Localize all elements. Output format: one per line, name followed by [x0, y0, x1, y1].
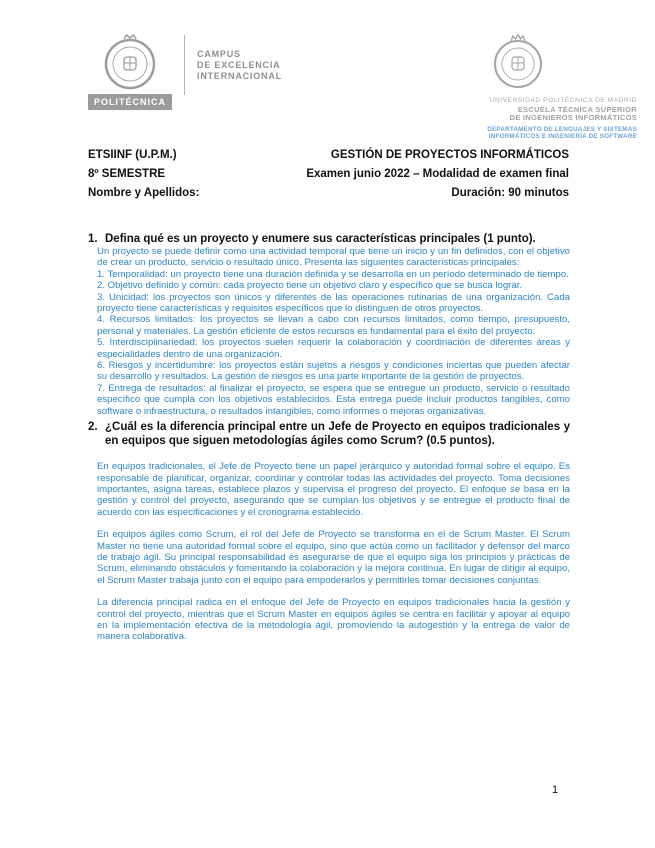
name-field-label: Nombre y Apellidos: — [88, 187, 200, 199]
answer-paragraph: La diferencia principal radica en el enfoque del Jefe de Proyecto en equipos tradicionales hacia la gestión y control del proyecto, mientras que el Scrum Master en equipos ágiles se centra en facilitar y apoyar al equipo en la implementación efectiva de la metodología ágil, promoviendo la autogestión y la entrega de valor de manera colaborativa. — [97, 597, 570, 643]
upm-crest-icon — [103, 33, 157, 91]
answer-paragraph: En equipos ágiles como Scrum, el rol del Jefe de Proyecto se transforma en el de Scrum Master. El Scrum Master no tiene una autoridad formal sobre el equipo, sino que actúa como un facilitador y defensor del marco de trabajo ágil. Su principal responsabilidad es asegurarse de que el equipo siga los principios y prácticas de Scrum, eliminando obstáculos y fomentando la colaboración y la mejora continua. En lugar de dirigir al equipo, el Scrum Master trabaja junto con el equipo para empoderarlos y permitirles tomar decisiones conjuntas. — [97, 529, 570, 586]
answer-paragraph: Un proyecto se puede definir como una actividad temporal que tiene un inicio y un fin definidos, con el objetivo de crear un producto, servicio o resultado único. Presenta las siguientes características principales: — [97, 246, 570, 269]
question-2-title — [88, 420, 570, 448]
duration-label: Duración: 90 minutos — [451, 187, 569, 199]
question-2-number: 2. — [88, 421, 98, 434]
question-1-title — [88, 232, 570, 246]
department-name-line: DEPARTAMENTO DE LENGUAJES Y SISTEMAS — [487, 125, 637, 133]
question-2-text: ¿Cuál es la diferencia principal entre un Jefe de Proyecto en equipos tradicionales y en equipos que siguen metodologías ágiles como Scrum? (0.5 puntos). — [105, 421, 570, 448]
upm-politecnica-logo — [88, 33, 282, 110]
campus-text-line: CAMPUS — [197, 49, 241, 59]
school-name-line: UNIVERSIDAD POLITÉCNICA DE MADRID — [489, 97, 637, 104]
department-name-text — [487, 126, 637, 141]
campus-text-line: INTERNACIONAL — [197, 71, 282, 81]
answer-paragraph: 5. Interdisciplinariedad: los proyectos suelen requerir la colaboración y coordinación de diferentes áreas y especialidades dentro de una organización. — [97, 337, 570, 360]
campus-text-line: DE EXCELENCIA — [197, 60, 281, 70]
answer-paragraph: 7. Entrega de resultados: al finalizar el proyecto, se espera que se entregue un producto, servicio o resultado específico que cumpla con los objetivos establecidos. Esta entrega puede incluir productos tangibles, como software o infraestructura, o resultados intangibles, como informes o mejoras organizativas. — [97, 382, 570, 417]
answer-paragraph: En equipos tradicionales, el Jefe de Proyecto tiene un papel jerárquico y autoridad formal sobre el equipo. Es responsable de planificar, organizar, coordinar y controlar todas las actividades del proyecto. Toma decisiones importantes, asigna tareas, establece plazos y supervisa el progreso del proyecto. El enfoque se basa en la gestión y control del proyecto, asegurando que se cumplan los objetivos y se entregue el producto final de acuerdo con las especificaciones y el cronograma establecido. — [97, 461, 570, 518]
exam-session-label: Examen junio 2022 – Modalidad de examen final — [306, 168, 569, 180]
school-name-text — [490, 97, 637, 123]
answer-paragraph: 1. Temporalidad: un proyecto tiene una duración definida y se desarrolla en un período determinado de tiempo. — [97, 268, 569, 280]
course-title: GESTIÓN DE PROYECTOS INFORMÁTICOS — [330, 149, 569, 161]
header-row — [88, 184, 569, 203]
answer-paragraph: 2. Objetivo definido y común: cada proyecto tiene un objetivo claro y específico que se busca lograr. — [97, 280, 523, 292]
school-name-line: DE INGENIEROS INFORMÁTICOS — [509, 113, 637, 122]
school-code: ETSIINF (U.P.M.) — [88, 149, 177, 161]
upm-crowned-crest-icon — [490, 33, 546, 89]
exam-body — [88, 232, 570, 643]
header-row — [88, 165, 569, 184]
answer-paragraph: 3. Unicidad: los proyectos son únicos y diferentes de las operaciones rutinarias de una organización. Cada proyecto tiene características y requisitos específicos que lo distinguen de otros proyectos. — [97, 291, 570, 315]
exam-header — [88, 146, 569, 203]
campus-excellence-text — [197, 49, 282, 82]
etsiinf-logo — [427, 33, 637, 141]
question-1-number: 1. — [88, 233, 98, 245]
question-1-answer — [97, 246, 570, 417]
politecnica-wordmark: POLITÉCNICA — [88, 94, 172, 110]
school-name-line: ESCUELA TÉCNICA SUPERIOR — [517, 104, 637, 114]
logo-divider — [184, 35, 185, 95]
header-row — [88, 146, 569, 165]
question-2-answer — [97, 461, 570, 643]
answer-paragraph: 4. Recursos limitados: los proyectos se llevan a cabo con recursos limitados, como tiempo, presupuesto, personal y materiales. La gestión eficiente de estos recursos es fundamental para el éxito del proyecto. — [97, 314, 570, 337]
politecnica-crest-block — [88, 33, 172, 110]
answer-paragraph: 6. Riesgos y incertidumbre: los proyectos están sujetos a riesgos y condiciones inciertas que pueden afectar su desarrollo y resultados. La gestión de riesgos es una parte importante de la gestión de proyectos. — [97, 360, 570, 383]
logos-row — [88, 33, 637, 141]
page-number: 1 — [551, 784, 559, 796]
semester-label: 8º SEMESTRE — [88, 168, 166, 180]
department-name-line: INFORMÁTICOS E INGENIERÍA DE SOFTWARE — [488, 133, 637, 140]
question-1-text: Defina qué es un proyecto y enumere sus características principales (1 punto). — [105, 233, 536, 245]
